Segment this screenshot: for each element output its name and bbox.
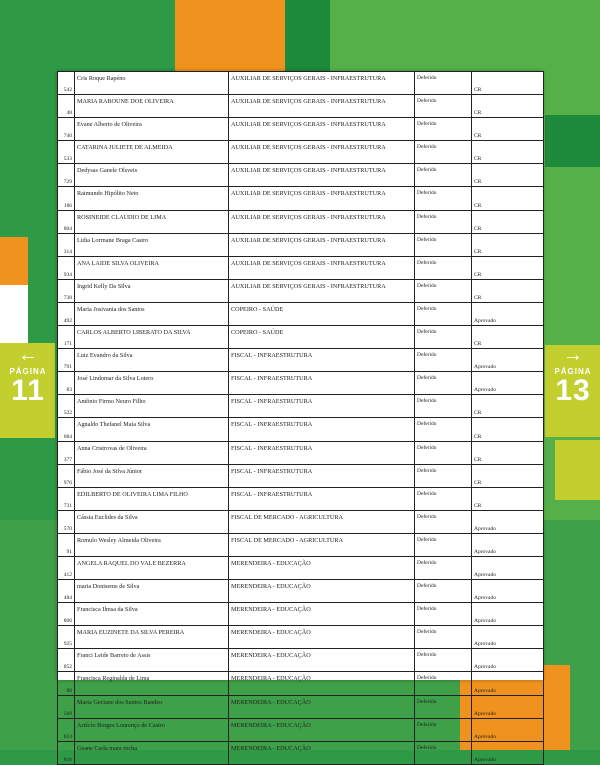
candidate-number: 684: [58, 418, 75, 441]
candidate-number: 738: [58, 279, 75, 302]
candidate-status: Deferido: [415, 395, 472, 418]
candidate-status: Deferido: [415, 210, 472, 233]
candidate-role: MERENDEIRA - EDUCAÇÃO: [229, 603, 415, 626]
candidate-role: COPEIRO - SAÚDE: [229, 326, 415, 349]
candidate-number: 542: [58, 72, 75, 95]
candidate-number: 171: [58, 326, 75, 349]
candidate-result: CR: [472, 464, 544, 487]
table-row: [58, 395, 544, 418]
candidate-number: 186: [58, 187, 75, 210]
candidate-name: EDILBERTO DE OLIVEIRA LIMA FILHO: [75, 487, 229, 510]
candidate-number: 522: [58, 395, 75, 418]
candidate-status: Deferido: [415, 464, 472, 487]
candidate-result: Aprovado: [472, 695, 544, 718]
table-row: [58, 418, 544, 441]
next-page-label: PÁGINA: [554, 367, 592, 376]
candidate-role: FISCAL - INFRAESTRUTURA: [229, 441, 415, 464]
candidate-status: Deferido: [415, 118, 472, 141]
candidate-status: Deferido: [415, 441, 472, 464]
next-page-number: 13: [555, 374, 591, 407]
candidate-role: AUXILIAR DE SERVIÇOS GERAIS - INFRAESTRUTURA: [229, 233, 415, 256]
candidate-result: CR: [472, 256, 544, 279]
candidate-role: MERENDEIRA - EDUCAÇÃO: [229, 695, 415, 718]
candidate-name: Francisca Reginalda de Lima: [75, 672, 229, 695]
candidate-result: Aprovado: [472, 626, 544, 649]
table-row: [58, 556, 544, 579]
table-row: [58, 164, 544, 187]
candidate-result: CR: [472, 233, 544, 256]
candidate-status: Deferido: [415, 302, 472, 325]
candidate-status: Deferido: [415, 556, 472, 579]
candidate-number: 976: [58, 464, 75, 487]
table-row: [58, 464, 544, 487]
candidate-status: Deferido: [415, 187, 472, 210]
candidate-status: Deferido: [415, 95, 472, 118]
candidate-role: MERENDEIRA - EDUCAÇÃO: [229, 580, 415, 603]
candidate-role: COPEIRO - SAÚDE: [229, 302, 415, 325]
prev-page-label: PÁGINA: [9, 367, 47, 376]
candidate-number: 816: [58, 741, 75, 764]
candidate-name: MARIA RABOUNE DOE OLIVEIRA: [75, 95, 229, 118]
candidate-role: FISCAL - INFRAESTRUTURA: [229, 395, 415, 418]
candidate-role: AUXILIAR DE SERVIÇOS GERAIS - INFRAESTRUTURA: [229, 164, 415, 187]
candidate-role: FISCAL - INFRAESTRUTURA: [229, 372, 415, 395]
candidate-name: Francisca Ilmsa da Silva: [75, 603, 229, 626]
candidate-result: CR: [472, 279, 544, 302]
candidate-status: Deferido: [415, 649, 472, 672]
candidate-role: FISCAL DE MERCADO - AGRICULTURA: [229, 510, 415, 533]
candidate-number: 934: [58, 256, 75, 279]
candidate-role: MERENDEIRA - EDUCAÇÃO: [229, 741, 415, 764]
candidate-number: 80: [58, 672, 75, 695]
candidate-result: Aprovado: [472, 556, 544, 579]
table-row: [58, 95, 544, 118]
candidate-status: Deferido: [415, 164, 472, 187]
candidate-name: Luiz Evandro da Silva: [75, 349, 229, 372]
deco-block-green-top: [285, 0, 330, 72]
candidate-name: Maria Geciane dos Santos Bandeo: [75, 695, 229, 718]
candidate-name: Dedysas Ganele Olsveis: [75, 164, 229, 187]
candidate-status: Deferido: [415, 279, 472, 302]
candidate-role: FISCAL - INFRAESTRUTURA: [229, 418, 415, 441]
candidate-number: 570: [58, 510, 75, 533]
candidate-role: FISCAL - INFRAESTRUTURA: [229, 349, 415, 372]
candidate-role: FISCAL - INFRAESTRUTURA: [229, 487, 415, 510]
candidate-name: Raimundo Hipólito Neto: [75, 187, 229, 210]
candidate-status: Deferido: [415, 695, 472, 718]
candidate-role: AUXILIAR DE SERVIÇOS GERAIS - INFRAESTRUTURA: [229, 141, 415, 164]
candidate-name: CARLOS ALBERTO LIBERATO DA SILVA: [75, 326, 229, 349]
candidate-result: CR: [472, 118, 544, 141]
candidate-result: CR: [472, 187, 544, 210]
candidate-role: FISCAL - INFRAESTRUTURA: [229, 464, 415, 487]
deco-block-orange-left: [0, 237, 28, 285]
candidate-role: MERENDEIRA - EDUCAÇÃO: [229, 556, 415, 579]
candidate-result: Aprovado: [472, 603, 544, 626]
candidate-status: Deferido: [415, 533, 472, 556]
candidate-result: CR: [472, 210, 544, 233]
candidate-result: CR: [472, 141, 544, 164]
table-row: [58, 72, 544, 95]
candidate-number: 569: [58, 695, 75, 718]
candidate-result: Aprovado: [472, 372, 544, 395]
candidate-name: CATARINA JULIETE DE ALMEIDA: [75, 141, 229, 164]
candidate-status: Deferido: [415, 349, 472, 372]
table-row: [58, 580, 544, 603]
table-row: [58, 326, 544, 349]
candidate-result: CR: [472, 326, 544, 349]
candidate-result: CR: [472, 441, 544, 464]
candidate-role: AUXILIAR DE SERVIÇOS GERAIS - INFRAESTRUTURA: [229, 72, 415, 95]
table-row: [58, 302, 544, 325]
candidate-name: ANGELA RAQUEL DO VALE BEZERRA: [75, 556, 229, 579]
prev-page-button[interactable]: [2, 345, 54, 406]
candidate-role: MERENDEIRA - EDUCAÇÃO: [229, 649, 415, 672]
table-row: [58, 695, 544, 718]
candidate-name: Maria Josivania dos Santos: [75, 302, 229, 325]
deco-block-white-left: [0, 285, 28, 343]
candidate-result: Aprovado: [472, 510, 544, 533]
table-row: [58, 487, 544, 510]
candidate-result: Aprovado: [472, 349, 544, 372]
arrow-right-icon: →: [563, 344, 583, 366]
candidate-role: AUXILIAR DE SERVIÇOS GERAIS - INFRAESTRUTURA: [229, 187, 415, 210]
candidate-status: Deferido: [415, 741, 472, 764]
table-row: [58, 718, 544, 741]
candidate-status: Deferido: [415, 487, 472, 510]
results-table: [57, 71, 544, 765]
candidate-number: 791: [58, 349, 75, 372]
candidate-result: CR: [472, 72, 544, 95]
candidate-name: Cris Roque Rapéno: [75, 72, 229, 95]
candidate-number: 412: [58, 556, 75, 579]
candidate-result: CR: [472, 95, 544, 118]
candidate-result: Aprovado: [472, 672, 544, 695]
candidate-number: 484: [58, 580, 75, 603]
candidate-result: Aprovado: [472, 649, 544, 672]
table-row: [58, 626, 544, 649]
candidate-number: 852: [58, 649, 75, 672]
candidate-name: José Lindomar da Silva Lotero: [75, 372, 229, 395]
candidate-role: MERENDEIRA - EDUCAÇÃO: [229, 626, 415, 649]
candidate-number: 492: [58, 302, 75, 325]
results-table-body: [58, 72, 544, 765]
candidate-name: MARIA EUZINETE DA SILVA PEREIRA: [75, 626, 229, 649]
candidate-name: maria Doniseme de Silva: [75, 580, 229, 603]
candidate-result: Aprovado: [472, 533, 544, 556]
table-row: [58, 210, 544, 233]
candidate-name: Ingrid Kelly Da Silva: [75, 279, 229, 302]
candidate-status: Deferido: [415, 256, 472, 279]
candidate-name: Evane Alberto de Oliveira: [75, 118, 229, 141]
candidate-name: Ariécio Borges Lourenço de Castro: [75, 718, 229, 741]
prev-page-number: 11: [11, 374, 45, 407]
candidate-number: 533: [58, 141, 75, 164]
candidate-role: AUXILIAR DE SERVIÇOS GERAIS - INFRAESTRUTURA: [229, 279, 415, 302]
table-row: [58, 510, 544, 533]
candidate-status: Deferido: [415, 372, 472, 395]
candidate-name: ANA LAIDE SILVA OLIVEIRA: [75, 256, 229, 279]
arrow-left-icon: ←: [18, 344, 38, 366]
candidate-result: CR: [472, 418, 544, 441]
candidate-name: Lidia Lorrnane Braga Castro: [75, 233, 229, 256]
table-row: [58, 372, 544, 395]
candidate-number: 314: [58, 233, 75, 256]
candidate-result: Aprovado: [472, 580, 544, 603]
candidate-name: Cássia Euclides da Silva: [75, 510, 229, 533]
table-row: [58, 441, 544, 464]
candidate-number: 729: [58, 164, 75, 187]
candidate-status: Deferido: [415, 580, 472, 603]
candidate-name: Franci Leide Barreto de Assis: [75, 649, 229, 672]
next-page-button[interactable]: [546, 345, 600, 406]
candidate-status: Deferido: [415, 603, 472, 626]
candidate-role: AUXILIAR DE SERVIÇOS GERAIS - INFRAESTRUTURA: [229, 256, 415, 279]
table-row: [58, 118, 544, 141]
candidate-status: Deferido: [415, 718, 472, 741]
table-row: [58, 187, 544, 210]
candidate-role: FISCAL DE MERCADO - AGRICULTURA: [229, 533, 415, 556]
candidate-number: 740: [58, 118, 75, 141]
candidate-status: Deferido: [415, 510, 472, 533]
candidate-name: Geane Carla mara rocha: [75, 741, 229, 764]
candidate-role: MERENDEIRA - EDUCAÇÃO: [229, 672, 415, 695]
table-row: [58, 349, 544, 372]
candidate-status: Deferido: [415, 72, 472, 95]
candidate-name: Fábio José da Silva Júnior: [75, 464, 229, 487]
candidate-result: Aprovado: [472, 741, 544, 764]
table-row: [58, 603, 544, 626]
document-page: [57, 71, 543, 763]
candidate-name: ROSINEIDE CLAUDIO DE LIMA: [75, 210, 229, 233]
candidate-result: Aprovado: [472, 718, 544, 741]
candidate-name: Romulo Wesley Almeida Oliveira: [75, 533, 229, 556]
candidate-number: 613: [58, 718, 75, 741]
candidate-number: 925: [58, 626, 75, 649]
candidate-number: 377: [58, 441, 75, 464]
candidate-number: 48: [58, 95, 75, 118]
candidate-role: AUXILIAR DE SERVIÇOS GERAIS - INFRAESTRUTURA: [229, 210, 415, 233]
candidate-status: Deferido: [415, 141, 472, 164]
candidate-result: CR: [472, 164, 544, 187]
candidate-result: Aprovado: [472, 302, 544, 325]
candidate-role: AUXILIAR DE SERVIÇOS GERAIS - INFRAESTRUTURA: [229, 118, 415, 141]
candidate-role: MERENDEIRA - EDUCAÇÃO: [229, 718, 415, 741]
candidate-status: Deferido: [415, 233, 472, 256]
candidate-status: Deferido: [415, 418, 472, 441]
candidate-number: 804: [58, 210, 75, 233]
candidate-name: Antônio Firmo Neuro Filho: [75, 395, 229, 418]
candidate-number: 731: [58, 487, 75, 510]
candidate-role: AUXILIAR DE SERVIÇOS GERAIS - INFRAESTRUTURA: [229, 95, 415, 118]
candidate-status: Deferido: [415, 626, 472, 649]
table-row: [58, 672, 544, 695]
table-row: [58, 533, 544, 556]
candidate-status: Deferido: [415, 672, 472, 695]
candidate-status: Deferido: [415, 326, 472, 349]
candidate-name: Anna Cristrovas de Oliveira: [75, 441, 229, 464]
candidate-number: 91: [58, 533, 75, 556]
table-row: [58, 279, 544, 302]
table-row: [58, 256, 544, 279]
table-row: [58, 649, 544, 672]
candidate-number: 806: [58, 603, 75, 626]
table-row: [58, 233, 544, 256]
candidate-number: 83: [58, 372, 75, 395]
candidate-result: CR: [472, 487, 544, 510]
candidate-result: CR: [472, 395, 544, 418]
candidate-name: Agnaldo Thefanel Maia Silva: [75, 418, 229, 441]
deco-block-green-right: [545, 115, 600, 167]
deco-block-orange-top: [175, 0, 285, 72]
deco-block-lime-right-lower: [555, 440, 600, 500]
table-row: [58, 741, 544, 764]
table-row: [58, 141, 544, 164]
